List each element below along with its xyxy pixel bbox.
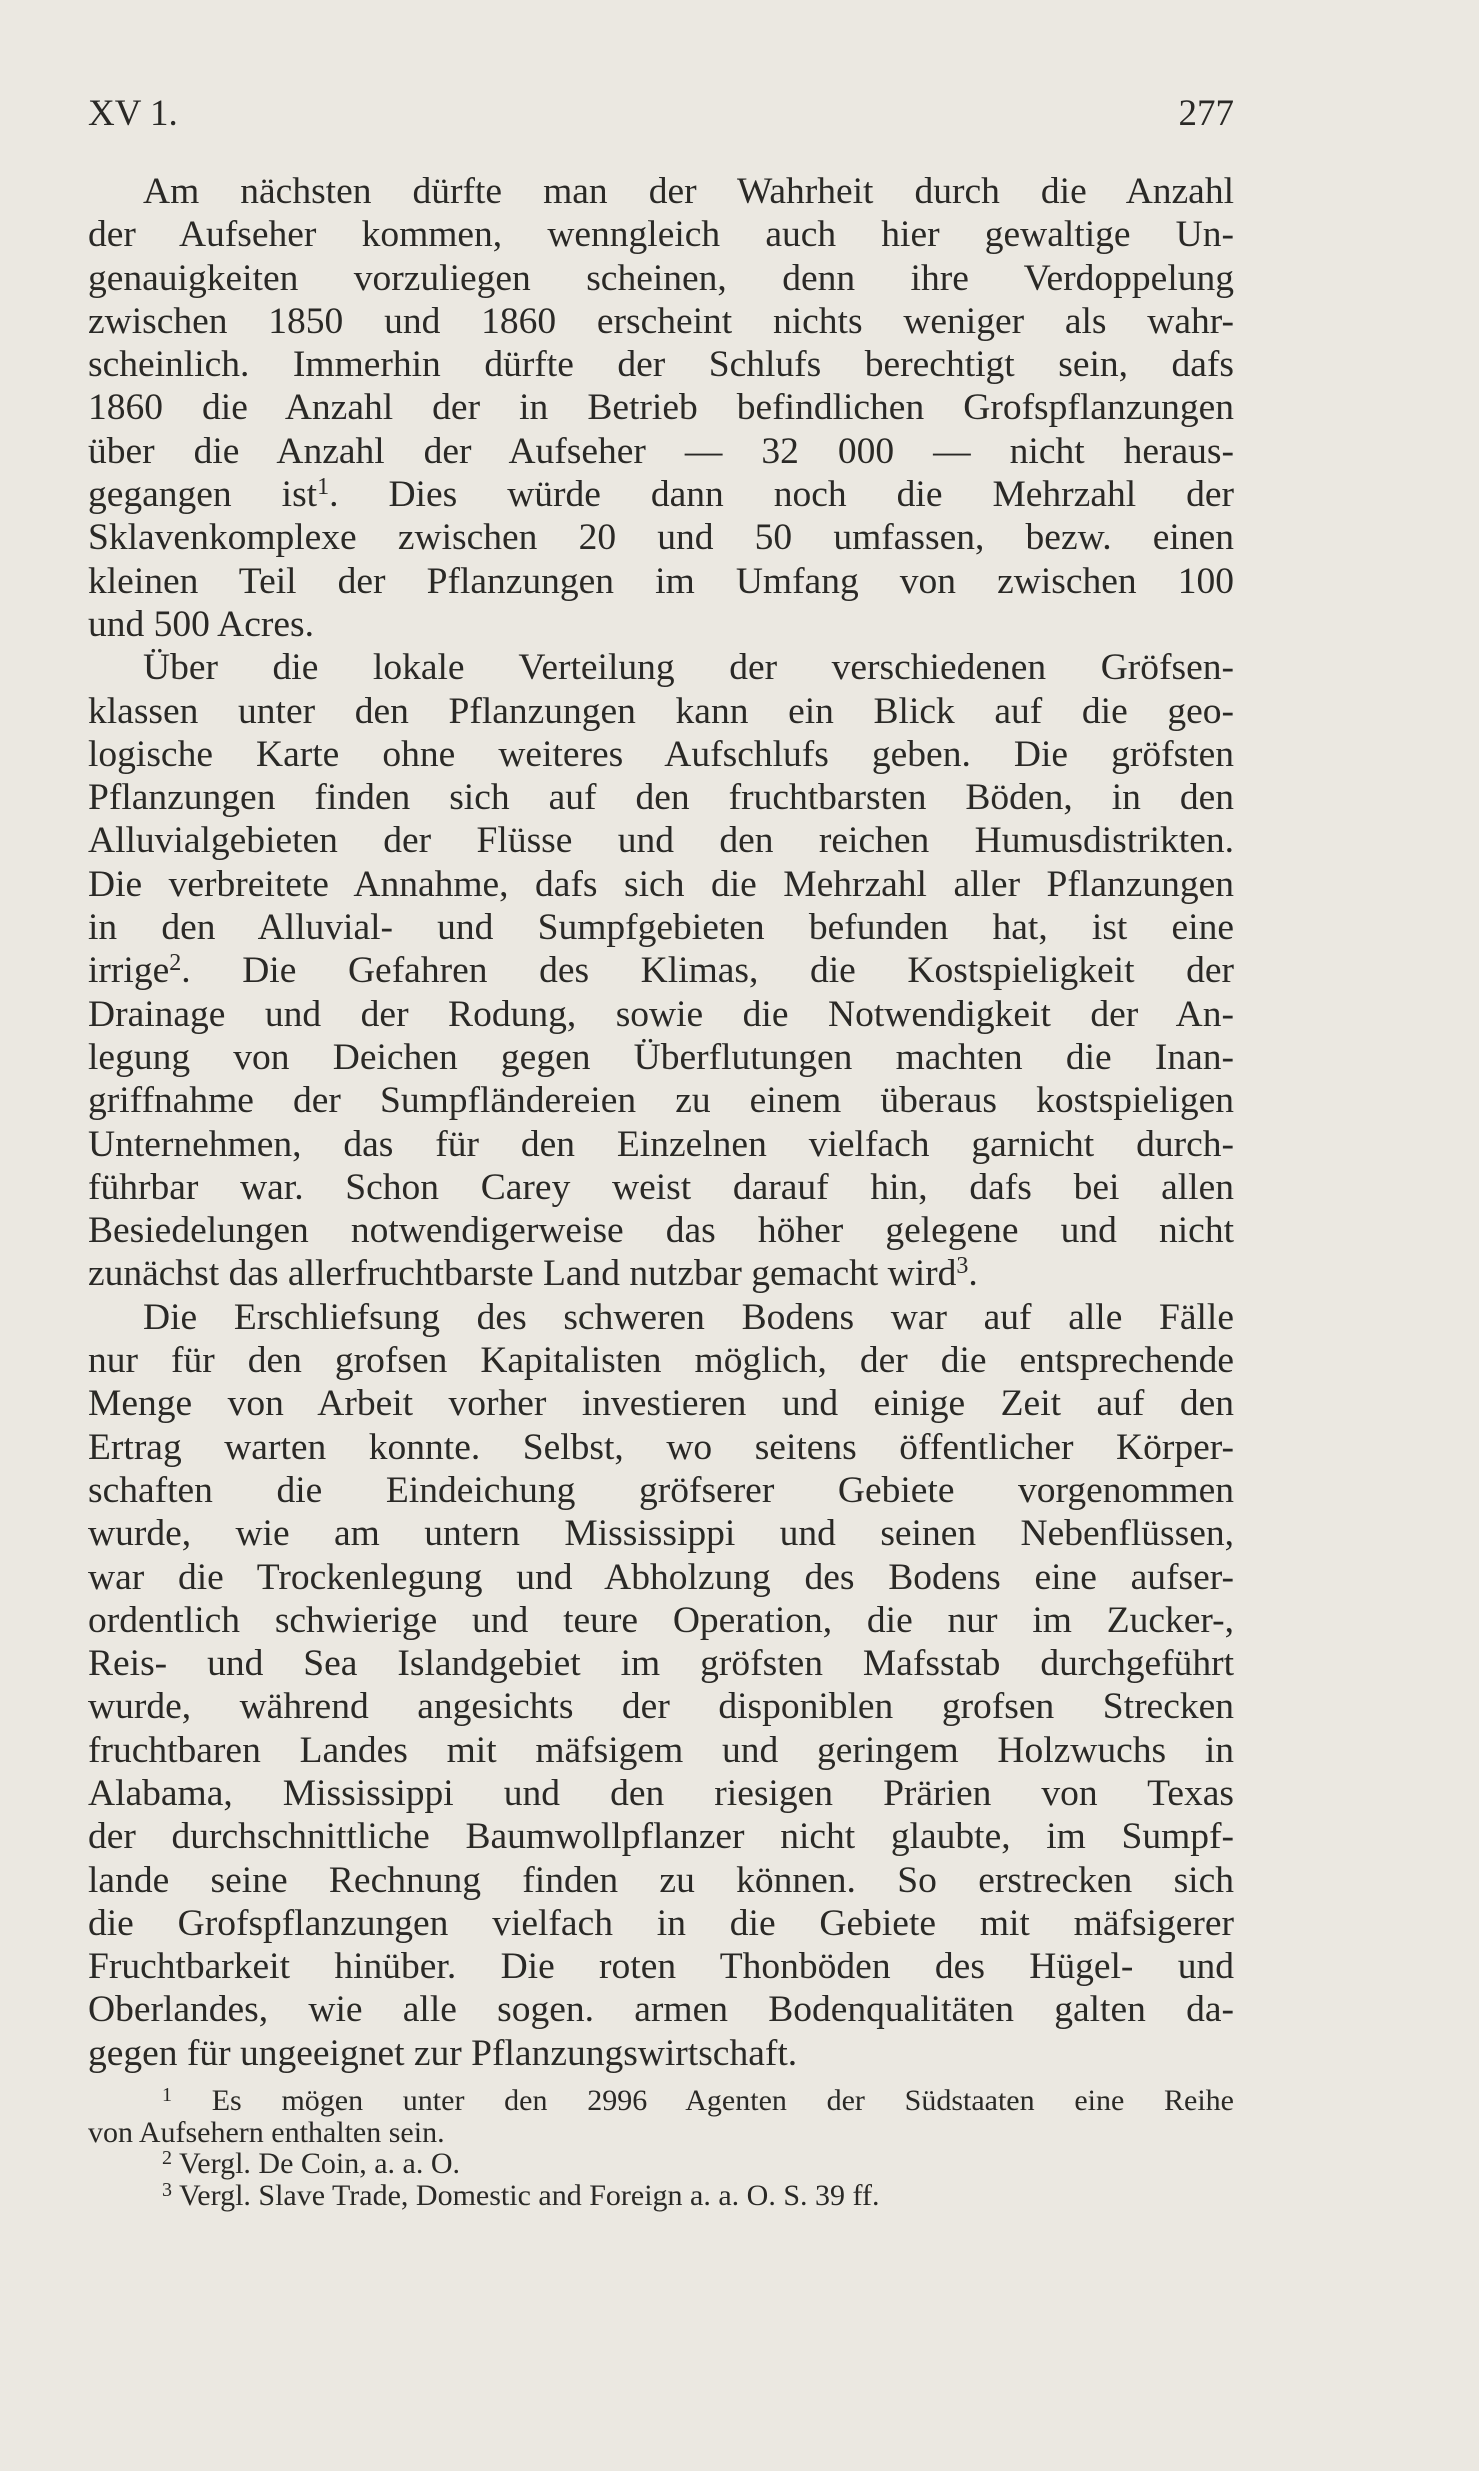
text-line: [88, 1988, 1234, 2031]
line-text: führbar war. Schon Carey weist darauf hin, dafs bei allen: [88, 1166, 1234, 1208]
footnote-ref: 2: [169, 950, 182, 977]
text-line: [88, 343, 1234, 386]
line-text: der Aufseher kommen, wenngleich auch hier gewaltige Un-: [88, 214, 1234, 256]
line-text: Am nächsten dürfte man der Wahrheit durch die Anzahl: [143, 171, 1234, 212]
body-text: [88, 170, 1234, 2075]
line-text: griffnahme der Sumpfländereien zu einem überaus kostspieligen: [88, 1080, 1234, 1122]
line-text: Drainage und der Rodung, sowie die Notwendigkeit der An-: [88, 993, 1234, 1035]
line-text: Die Erschliefsung des schweren Bodens war auf alle Fälle: [143, 1296, 1234, 1338]
footnote-line: [88, 2180, 1234, 2212]
text-line: [88, 906, 1234, 949]
line-text: fruchtbaren Landes mit mäfsigem und geringem Holzwuchs in: [88, 1729, 1234, 1771]
line-text-continued: . Die Gefahren des Klimas, die Kostspieligkeit der: [181, 950, 1234, 992]
footnote-line: [88, 2148, 1234, 2180]
footnotes: [88, 2085, 1234, 2211]
line-text: irrige: [88, 950, 170, 992]
line-text-continued: .: [968, 1253, 978, 1295]
text-line: [88, 1945, 1234, 1988]
footnote-text: Es mögen unter den 2996 Agenten der Südstaaten eine Reihe: [211, 2084, 1234, 2117]
text-line: [88, 733, 1234, 776]
text-line: [88, 1469, 1234, 1512]
text-line: [88, 1815, 1234, 1858]
text-line: [88, 213, 1234, 256]
text-line: [88, 516, 1234, 559]
line-text: war die Trockenlegung und Abholzung des Bodens eine aufser-: [88, 1556, 1234, 1598]
footnote-line: [88, 2117, 1234, 2149]
text-line: [88, 1123, 1234, 1166]
text-line: [88, 1772, 1234, 1815]
footnote-text: Vergl. De Coin, a. a. O.: [178, 2147, 461, 2180]
text-line: [88, 1339, 1234, 1382]
line-text: kleinen Teil der Pflanzungen im Umfang von zwischen 100: [88, 560, 1234, 602]
line-text: scheinlich. Immerhin dürfte der Schlufs berechtigt sein, dafs: [88, 344, 1234, 386]
text-line: [88, 1296, 1234, 1339]
text-line: [88, 1556, 1234, 1599]
line-text: nur für den grofsen Kapitalisten möglich, der die entsprechende: [88, 1340, 1234, 1382]
text-line: [88, 1426, 1234, 1469]
line-text: lande seine Rechnung finden zu können. So erstrecken sich: [88, 1859, 1234, 1901]
text-line: [88, 1642, 1234, 1685]
line-text: wurde, während angesichts der disponiblen grofsen Strecken: [88, 1686, 1234, 1728]
line-text: gegangen ist: [88, 474, 318, 516]
line-text: zunächst das allerfruchtbarste Land nutzbar gemacht wird: [88, 1253, 957, 1295]
footnote-text: Vergl. Slave Trade, Domestic and Foreign a. a. O. S. 39 ff.: [178, 2178, 880, 2212]
text-line: [88, 690, 1234, 733]
text-line: [88, 257, 1234, 300]
section-label: XV 1.: [88, 93, 178, 134]
text-line: [88, 170, 1234, 213]
footnote-text: von Aufsehern enthalten sein.: [88, 2115, 445, 2149]
text-line: [88, 1079, 1234, 1122]
line-text: Sklavenkomplexe zwischen 20 und 50 umfassen, bezw. einen: [88, 517, 1234, 559]
line-text: Ertrag warten konnte. Selbst, wo seitens öffentlicher Körper-: [88, 1426, 1234, 1468]
line-text: Die verbreitete Annahme, dafs sich die Mehrzahl aller Pflanzungen: [88, 863, 1234, 905]
line-text: Alabama, Mississippi und den riesigen Prärien von Texas: [88, 1772, 1234, 1814]
line-text: Besiedelungen notwendigerweise das höher gelegene und nicht: [88, 1210, 1234, 1252]
line-text: gegen für ungeeignet zur Pflanzungswirtschaft.: [88, 2032, 798, 2074]
line-text: der durchschnittliche Baumwollpflanzer nicht glaubte, im Sumpf-: [88, 1816, 1234, 1858]
line-text: Reis- und Sea Islandgebiet im gröfsten Mafsstab durchgeführt: [88, 1643, 1234, 1685]
line-text: und 500 Acres.: [88, 603, 315, 645]
line-text: ordentlich schwierige und teure Operation, die nur im Zucker-,: [88, 1599, 1234, 1641]
text-line: [88, 1382, 1234, 1425]
line-text: schaften die Eindeichung gröfserer Gebiete vorgenommen: [88, 1469, 1234, 1511]
text-line: [88, 430, 1234, 473]
text-line: [88, 646, 1234, 689]
text-line: [88, 386, 1234, 429]
line-text: Unternehmen, das für den Einzelnen vielfach garnicht durch-: [88, 1123, 1234, 1165]
line-text: Alluvialgebieten der Flüsse und den reichen Humusdistrikten.: [88, 820, 1234, 862]
text-line: [88, 1599, 1234, 1642]
line-text: die Grofspflanzungen vielfach in die Gebiete mit mäfsigerer: [88, 1902, 1234, 1944]
text-line: [88, 1512, 1234, 1555]
footnote-ref: 3: [956, 1253, 969, 1280]
text-line: [88, 603, 1234, 646]
line-text: legung von Deichen gegen Überflutungen machten die Inan-: [88, 1036, 1234, 1078]
text-line: [88, 776, 1234, 819]
line-text: zwischen 1850 und 1860 erscheint nichts weniger als wahr-: [88, 300, 1234, 342]
page-number: 277: [1178, 93, 1234, 134]
line-text: wurde, wie am untern Mississippi und seinen Nebenflüssen,: [88, 1513, 1234, 1555]
line-text: Über die lokale Verteilung der verschiedenen Gröfsen-: [143, 647, 1234, 689]
line-text: Oberlandes, wie alle sogen. armen Bodenqualitäten galten da-: [88, 1989, 1234, 2031]
text-line: [88, 560, 1234, 603]
line-text: klassen unter den Pflanzungen kann ein Blick auf die geo-: [88, 690, 1234, 732]
line-text: genauigkeiten vorzuliegen scheinen, denn ihre Verdoppelung: [88, 257, 1234, 299]
line-text: 1860 die Anzahl der in Betrieb befindlichen Grofspflanzungen: [88, 387, 1234, 429]
line-text: über die Anzahl der Aufseher — 32 000 — nicht heraus-: [88, 430, 1234, 472]
line-text: Fruchtbarkeit hinüber. Die roten Thonböden des Hügel- und: [88, 1946, 1234, 1988]
text-line: [88, 819, 1234, 862]
line-text: Pflanzungen finden sich auf den fruchtbarsten Böden, in den: [88, 777, 1234, 819]
running-header: [88, 92, 1234, 142]
text-line: [88, 473, 1234, 516]
line-text: logische Karte ohne weiteres Aufschlufs geben. Die gröfsten: [88, 733, 1234, 775]
footnote-line: [88, 2085, 1234, 2117]
line-text: in den Alluvial- und Sumpfgebieten befunden hat, ist eine: [88, 907, 1234, 949]
text-line: [88, 1902, 1234, 1945]
text-line: [88, 993, 1234, 1036]
footnote-ref: 1: [317, 474, 330, 501]
text-line: [88, 863, 1234, 906]
footnote-number: 1: [162, 2084, 172, 2106]
line-text: Menge von Arbeit vorher investieren und einige Zeit auf den: [88, 1383, 1234, 1425]
text-line: [88, 300, 1234, 343]
text-line: [88, 1252, 1234, 1295]
text-line: [88, 1036, 1234, 1079]
text-line: [88, 2032, 1234, 2075]
text-line: [88, 1209, 1234, 1252]
line-text-continued: . Dies würde dann noch die Mehrzahl der: [329, 474, 1234, 516]
text-line: [88, 1685, 1234, 1728]
text-line: [88, 949, 1234, 992]
text-line: [88, 1729, 1234, 1772]
footnote-number: 3: [162, 2178, 172, 2201]
footnote-number: 2: [162, 2147, 172, 2169]
text-line: [88, 1859, 1234, 1902]
text-line: [88, 1166, 1234, 1209]
